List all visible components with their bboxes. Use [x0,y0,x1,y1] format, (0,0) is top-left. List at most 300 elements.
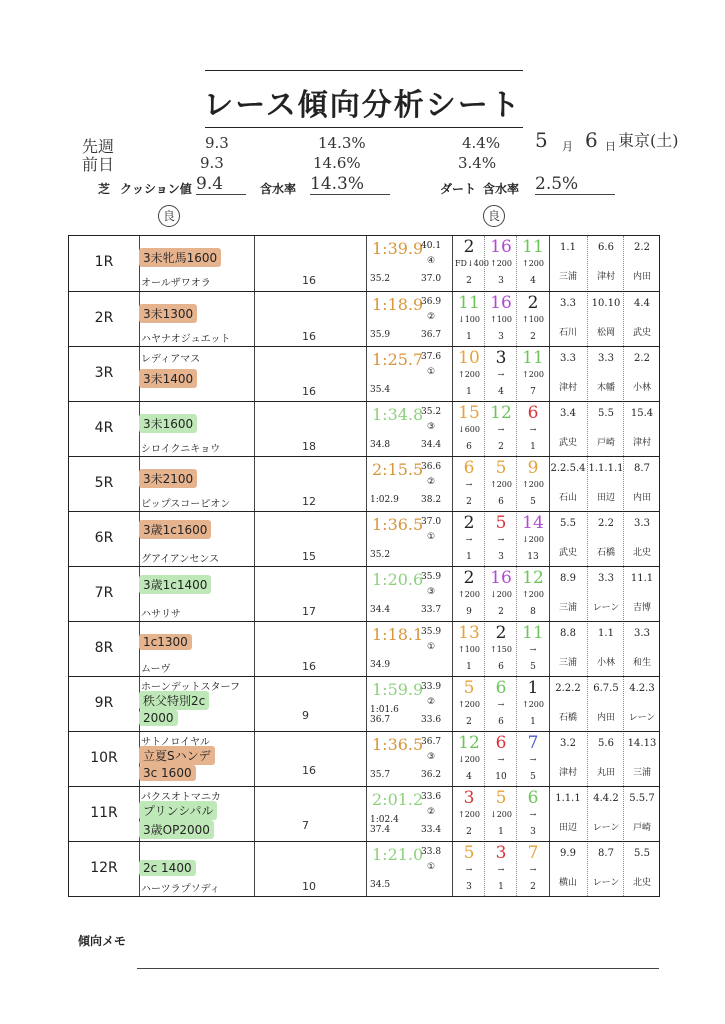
position-mark: ① [427,367,436,377]
first-half-time: 34.4 [370,605,391,615]
position-change: ↑200 [458,810,480,819]
race-class-label: 2c 1400 [139,860,196,876]
odds: 2.2 [634,242,650,253]
race-class-label: 3未1600 [139,414,197,433]
position-change: ↓100 [458,315,480,324]
win-time: 1:18.9 [372,295,424,314]
zenjitsu-moisture: 14.6% [313,154,361,172]
jockey: 小林 [596,658,615,668]
horse-number: 6 [495,733,507,753]
win-time: 2:15.5 [372,460,424,479]
jockey: レーン [628,713,656,723]
jockey: 三浦 [632,768,651,778]
jockey: 津村 [558,768,577,778]
second-half-time: 37.0 [421,274,442,284]
odds: 14.13 [627,738,657,749]
position-change: → [465,480,473,489]
position-mark: ③ [427,752,436,762]
popularity: 5 [530,497,536,507]
month-unit: 月 [562,140,573,153]
race-row [69,456,659,512]
today-cushion: 9.4 [196,174,246,195]
position-change: ↑200 [522,700,544,709]
jockey: 石橋 [596,548,615,558]
position-change: FD↓400 [455,259,489,268]
field-size: 17 [302,605,316,618]
horse-number: 12 [458,733,480,753]
win-time: 1:25.7 [372,350,424,369]
position-mark: ② [427,477,436,487]
popularity: 1 [466,662,472,672]
race-table [68,235,660,897]
jockey: 石川 [558,328,577,338]
race-number: 7R [94,585,114,601]
horse-number: 14 [522,513,544,533]
last-3f: 33.6 [421,792,442,802]
popularity: 1 [530,717,536,727]
win-time: 1:36.5 [372,735,424,754]
field-size: 7 [302,819,309,832]
first-half-time: 34.5 [370,880,391,890]
first-half-time: 35.7 [370,770,391,780]
horse-number: 16 [490,237,512,257]
odds: 15.4 [630,408,654,419]
position-mark: ④ [427,256,436,266]
jockey: 津村 [632,438,651,448]
field-size: 18 [302,440,316,453]
first-half-time: 35.2 [370,550,391,560]
jockey: 北史 [632,878,651,888]
date-month: 5 [535,128,548,152]
winner-name: レディアマス [141,354,201,365]
first-half-time: 35.2 [370,274,391,284]
odds: 3.3 [560,353,576,364]
memo-label: 傾向メモ [78,934,127,948]
winner-name: パクスオトマニカ [141,792,221,803]
horse-number: 6 [527,403,539,423]
popularity: 2 [466,497,472,507]
race-class-label: 秩父特別2c [139,691,209,710]
odds: 2.2 [598,518,614,529]
jockey: 北史 [632,548,651,558]
popularity: 3 [498,332,504,342]
horse-number: 13 [458,623,480,643]
position-change: → [529,755,537,764]
winner-name: サトノロイヤル [141,737,210,748]
odds: 10.10 [591,298,621,309]
popularity: 4 [466,772,472,782]
race-number: 10R [90,750,118,766]
shiba-label: 芝 [98,182,111,196]
jockey: 内田 [596,713,615,723]
zenjitsu-cushion: 9.3 [200,154,224,172]
odds: 5.6 [598,738,614,749]
jockey: 武史 [558,438,577,448]
jockey: 武史 [558,548,577,558]
jockey: レーン [592,878,620,888]
horse-number: 11 [458,293,480,313]
popularity: 5 [530,662,536,672]
today-dirt: 2.5% [535,174,615,195]
odds: 5.5 [560,518,576,529]
horse-number: 7 [527,843,539,863]
race-row [69,731,659,787]
field-size: 16 [302,764,316,777]
first-half-time-2: 1:02.4 [370,815,399,825]
horse-number: 5 [463,843,475,863]
race-class-label: 3未1300 [139,304,197,323]
race-class-label: 3c 1600 [139,765,196,781]
jockey: 津村 [558,383,577,393]
odds: 8.8 [560,628,576,639]
jockey: 三浦 [558,658,577,668]
odds: 4.4.2 [593,793,619,804]
position-change: ↓600 [458,425,480,434]
position-change: ↑150 [490,645,512,654]
horse-number: 2 [527,293,539,313]
winner-name: オールザワオラ [141,278,211,289]
jockey: 田辺 [558,823,577,833]
jockey: 和生 [632,658,651,668]
field-size: 15 [302,550,316,563]
position-change: → [529,645,537,654]
horse-number: 16 [490,568,512,588]
race-row [69,511,659,567]
position-change: → [497,535,505,544]
position-mark: ① [427,862,436,872]
race-class-label: 2000 [139,710,178,726]
position-change: ↑100 [522,315,544,324]
odds: 1.1.1.1 [588,463,624,474]
horse-number: 11 [522,623,544,643]
second-half-time: 36.7 [421,330,442,340]
jockey: 戸崎 [632,823,651,833]
win-time: 1:36.5 [372,515,424,534]
odds: 8.7 [598,848,614,859]
position-change: → [497,755,505,764]
last-3f: 36.7 [421,737,442,747]
race-class-label: 3未2100 [139,469,197,488]
jockey: 戸崎 [596,438,615,448]
field-size: 12 [302,495,316,508]
win-time: 1:21.0 [372,845,424,864]
popularity: 1 [466,387,472,397]
race-class-label: 3歳OP2000 [139,820,214,839]
position-change: → [465,535,473,544]
horse-number: 5 [495,458,507,478]
popularity: 3 [498,552,504,562]
race-number: 11R [90,805,118,821]
moisture-label: 含水率 [260,182,297,196]
position-change: → [529,810,537,819]
position-change: ↑200 [522,480,544,489]
race-row [69,841,659,897]
position-mark: ② [427,312,436,322]
win-time: 1:59.9 [372,680,424,699]
odds: 3.2 [560,738,576,749]
position-change: ↓200 [490,810,512,819]
popularity: 2 [530,882,536,892]
last-3f: 40.1 [421,241,442,251]
position-change: ↑200 [522,370,544,379]
race-number: 4R [94,420,114,436]
last-3f: 35.9 [421,572,442,582]
horse-number: 2 [463,568,475,588]
race-row [69,621,659,677]
dirt-label: ダート [440,182,477,196]
popularity: 2 [530,332,536,342]
position-change: ↑200 [522,590,544,599]
odds: 3.3 [560,298,576,309]
popularity: 2 [498,607,504,617]
position-change: → [465,865,473,874]
jockey: 三浦 [558,603,577,613]
horse-number: 5 [463,678,475,698]
race-class-label: 1c1300 [139,634,192,650]
zenjitsu-dirt: 3.4% [458,154,497,172]
popularity: 6 [498,662,504,672]
odds: 6.7.5 [593,683,619,694]
odds: 8.9 [560,573,576,584]
race-row [69,236,659,291]
odds: 2.2 [634,353,650,364]
first-half-time: 35.4 [370,385,391,395]
horse-number: 6 [495,678,507,698]
odds: 6.6 [598,242,614,253]
last-3f: 37.0 [421,517,442,527]
race-class-label: 立夏Sハンデ [139,746,215,765]
popularity: 6 [466,442,472,452]
popularity: 1 [466,332,472,342]
senshu-cushion: 9.3 [205,134,229,152]
position-mark: ③ [427,422,436,432]
position-change: ↓200 [522,535,544,544]
cushion-label: クッション値 [120,182,192,196]
win-time: 1:34.8 [372,405,424,424]
jockey: 横山 [558,878,577,888]
page-title: レース傾向分析シート [203,88,522,123]
zenjitsu-label: 前日 [82,155,115,174]
race-row [69,676,659,732]
horse-number: 11 [522,348,544,368]
field-size: 10 [302,880,316,893]
odds: 9.9 [560,848,576,859]
odds: 4.4 [634,298,650,309]
race-class-label: 3未1400 [139,369,197,388]
odds: 5.5 [598,408,614,419]
race-row [69,401,659,457]
jockey: 津村 [596,272,615,282]
popularity: 2 [466,827,472,837]
position-change: ↑200 [458,590,480,599]
odds: 3.3 [598,573,614,584]
odds: 3.3 [598,353,614,364]
horse-number: 16 [490,293,512,313]
winner-name: ハヤナオジュエット [141,334,231,345]
jockey: 三浦 [558,272,577,282]
jockey: 武史 [632,328,651,338]
odds: 8.7 [634,463,650,474]
win-time: 1:18.1 [372,625,424,644]
horse-number: 6 [527,788,539,808]
odds: 5.5.7 [629,793,655,804]
popularity: 2 [498,442,504,452]
race-row [69,291,659,347]
field-size: 16 [302,660,316,673]
second-half-time: 36.2 [421,770,442,780]
first-half-time: 37.4 [370,825,391,835]
title-top-rule [205,70,523,71]
win-time: 2:01.2 [372,790,424,809]
last-3f: 37.6 [421,352,442,362]
second-half-time: 33.4 [421,825,442,835]
odds: 1.1 [598,628,614,639]
odds: 3.3 [634,518,650,529]
horse-number: 10 [458,348,480,368]
position-mark: ③ [427,587,436,597]
field-size: 16 [302,330,316,343]
position-mark: ② [427,697,436,707]
jockey: 木幡 [596,383,615,393]
horse-number: 2 [463,237,475,257]
field-size: 16 [302,274,316,287]
popularity: 2 [466,717,472,727]
popularity: 6 [498,497,504,507]
horse-number: 2 [463,513,475,533]
position-mark: ② [427,807,436,817]
race-row [69,346,659,402]
odds: 3.4 [560,408,576,419]
horse-number: 3 [495,348,507,368]
jockey: レーン [592,603,620,613]
winner-name: グアイアンセンス [141,554,220,565]
jockey: 松岡 [596,328,615,338]
race-number: 2R [94,310,114,326]
position-change: ↑200 [458,370,480,379]
jockey: 内田 [632,493,651,503]
odds: 11.1 [630,573,654,584]
odds: 3.3 [634,628,650,639]
horse-number: 6 [463,458,475,478]
horse-number: 12 [490,403,512,423]
position-change: ↑200 [490,480,512,489]
senshu-dirt: 4.4% [462,134,501,152]
horse-number: 3 [463,788,475,808]
position-change: ↑200 [490,259,512,268]
first-half-time: 35.9 [370,330,391,340]
popularity: 13 [527,552,539,562]
last-3f: 33.9 [421,682,442,692]
second-half-time: 38.2 [421,495,442,505]
last-3f: 35.2 [421,407,442,417]
odds: 5.5 [634,848,650,859]
horse-number: 15 [458,403,480,423]
odds: 1.1.1 [555,793,581,804]
winner-name: ハサリサ [141,609,181,620]
race-number: 6R [94,530,114,546]
first-half-time: 1:02.9 [370,495,399,505]
jockey: 石山 [558,493,577,503]
race-number: 12R [90,860,118,876]
horse-number: 5 [495,788,507,808]
race-number: 5R [94,475,114,491]
winner-name: ビップスコーピオン [141,499,231,510]
horse-number: 5 [495,513,507,533]
popularity: 1 [530,442,536,452]
popularity: 1 [498,882,504,892]
popularity: 10 [495,772,507,782]
popularity: 4 [498,387,504,397]
winner-name: ハーツラプソディ [141,884,220,895]
race-row [69,786,659,842]
position-change: → [497,865,505,874]
popularity: 3 [466,882,472,892]
position-change: → [497,425,505,434]
race-number: 9R [94,695,114,711]
field-size: 16 [302,385,316,398]
date-day: 6 [585,128,598,152]
jockey: 内田 [632,272,651,282]
race-class-label: 3歳1c1600 [139,520,211,539]
race-number: 8R [94,640,114,656]
winner-name: ムーヴ [141,664,171,675]
horse-number: 7 [527,733,539,753]
jockey: 丸田 [596,768,615,778]
last-3f: 36.9 [421,297,442,307]
field-size: 9 [302,709,309,722]
senshu-moisture: 14.3% [318,134,366,152]
jockey: 吉博 [632,603,651,613]
popularity: 3 [498,276,504,286]
race-class-label: 3歳1c1400 [139,575,211,594]
last-3f: 35.9 [421,627,442,637]
horse-number: 3 [495,843,507,863]
popularity: 5 [530,772,536,782]
odds: 2.2.5.4 [550,463,586,474]
race-number: 1R [94,254,114,270]
horse-number: 12 [522,568,544,588]
position-change: ↑200 [458,700,480,709]
first-half-time: 36.7 [370,715,391,725]
race-class-label: プリンシパル [139,801,217,820]
odds: 1.1 [560,242,576,253]
position-change: ↓200 [458,755,480,764]
odds: 4.2.3 [629,683,655,694]
dirt-condition-badge: 良 [483,205,505,227]
popularity: 7 [530,387,536,397]
horse-number: 1 [527,678,539,698]
last-3f: 33.8 [421,847,442,857]
jockey: レーン [592,823,620,833]
first-half-time: 34.8 [370,440,391,450]
popularity: 9 [466,607,472,617]
popularity: 6 [498,717,504,727]
second-half-time: 34.4 [421,440,442,450]
position-change: → [497,700,505,709]
senshu-label: 先週 [82,137,115,156]
today-moisture: 14.3% [310,174,390,195]
first-half-time: 34.9 [370,660,391,670]
jockey: 石橋 [558,713,577,723]
first-half-time-2: 1:01.6 [370,705,399,715]
jockey: 小林 [632,383,651,393]
odds: 2.2.2 [555,683,581,694]
horse-number: 9 [527,458,539,478]
popularity: 1 [498,827,504,837]
day-unit: 日 [605,140,616,153]
winner-name: シロイクニキョウ [141,444,221,455]
horse-number: 11 [522,237,544,257]
